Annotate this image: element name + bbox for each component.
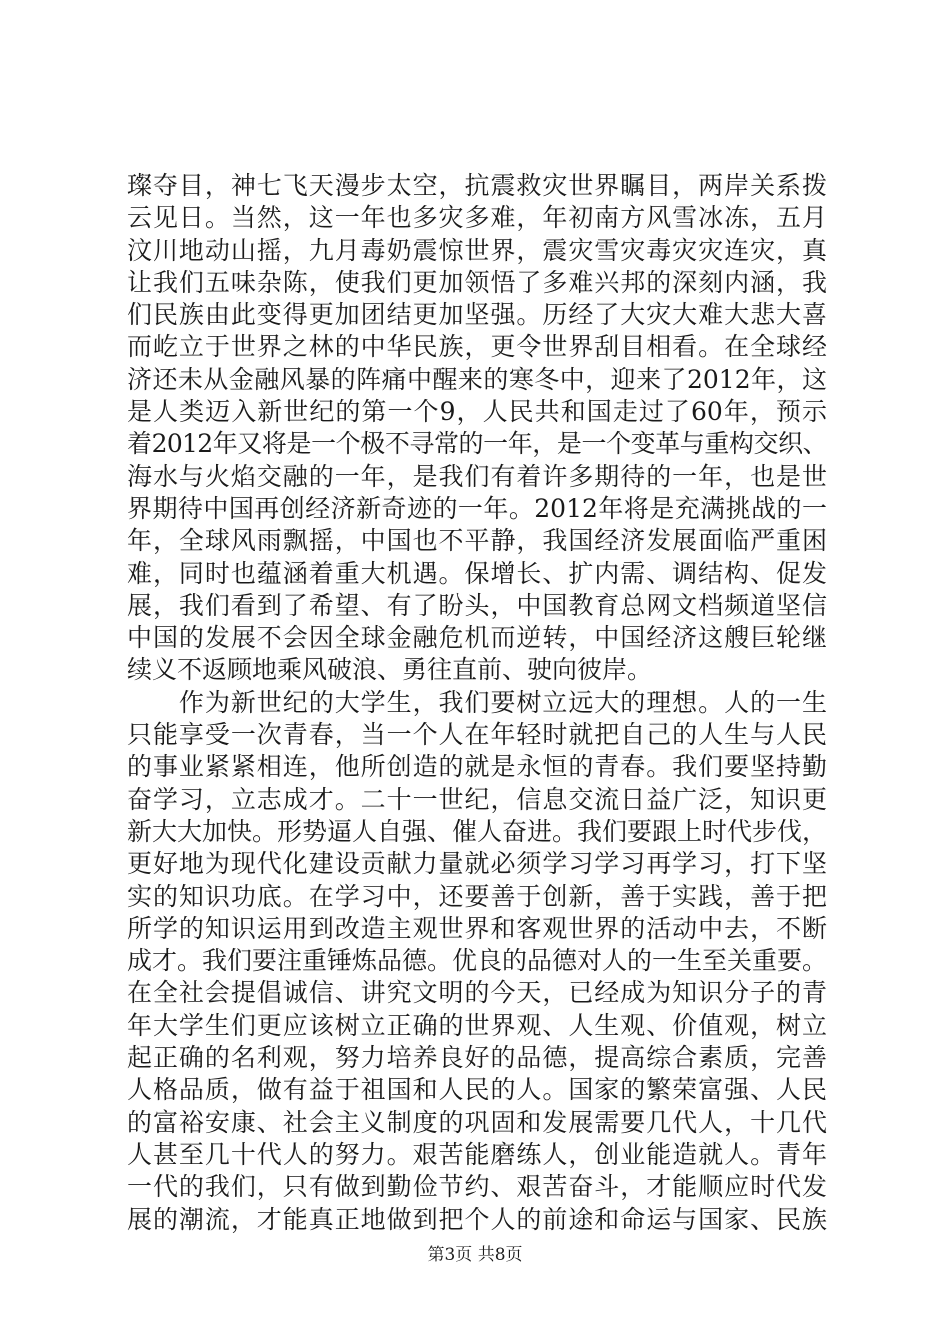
text-line: 一代的我们，只有做到勤俭节约、艰苦奋斗，才能顺应时代发 xyxy=(127,1172,827,1202)
text-line: 而屹立于世界之林的中华民族，更令世界刮目相看。在全球经 xyxy=(127,332,827,362)
text-line: 在全社会提倡诚信、讲究文明的今天，已经成为知识分子的青 xyxy=(127,978,827,1008)
text-line: 汶川地动山摇，九月毒奶震惊世界，震灾雪灾毒灾灾连灾，真 xyxy=(127,235,827,265)
text-line: 璨夺目，神七飞天漫步太空，抗震救灾世界瞩目，两岸关系拨 xyxy=(127,171,827,200)
text-line: 起正确的名利观，努力培养良好的品德，提高综合素质，完善 xyxy=(127,1043,827,1073)
text-line: 人格品质，做有益于祖国和人民的人。国家的繁荣富强、人民 xyxy=(127,1075,827,1105)
page-number-label: 第3页 共8页 xyxy=(427,1245,523,1265)
paragraph-1 xyxy=(127,170,827,687)
text-line: 着2012年又将是一个极不寻常的一年，是一个变革与重构交织、 xyxy=(127,429,827,459)
text-line: 云见日。当然，这一年也多灾多难，年初南方风雪冰冻，五月 xyxy=(127,203,827,233)
text-line: 人甚至几十代人的努力。艰苦能磨练人，创业能造就人。青年 xyxy=(127,1139,827,1169)
text-line: 成才。我们要注重锤炼品德。优良的品德对人的一生至关重要。 xyxy=(127,946,827,976)
text-line: 实的知识功底。在学习中，还要善于创新，善于实践，善于把 xyxy=(127,881,827,911)
page-footer xyxy=(0,1244,950,1266)
text-line: 济还未从金融风暴的阵痛中醒来的寒冬中，迎来了2012年，这 xyxy=(127,364,827,394)
paragraph-2 xyxy=(127,687,827,1236)
text-line: 是人类迈入新世纪的第一个9，人民共和国走过了60年，预示 xyxy=(127,397,827,427)
text-line: 作为新世纪的大学生，我们要树立远大的理想。人的一生 xyxy=(127,687,827,717)
text-line: 新大大加快。形势逼人自强、催人奋进。我们要跟上时代步伐， xyxy=(127,816,827,846)
text-line: 界期待中国再创经济新奇迹的一年。2012年将是充满挑战的一 xyxy=(127,493,827,523)
text-line: 中国的发展不会因全球金融危机而逆转，中国经济这艘巨轮继 xyxy=(127,623,827,653)
text-line: 们民族由此变得更加团结更加坚强。历经了大灾大难大悲大喜 xyxy=(127,300,827,330)
document-body xyxy=(127,170,827,1236)
text-line: 展的潮流，才能真正地做到把个人的前途和命运与国家、民族 xyxy=(127,1204,827,1234)
text-line: 年大学生们更应该树立正确的世界观、人生观、价值观，树立 xyxy=(127,1010,827,1040)
text-line: 所学的知识运用到改造主观世界和客观世界的活动中去，不断 xyxy=(127,913,827,943)
text-line: 的事业紧紧相连，他所创造的就是永恒的青春。我们要坚持勤 xyxy=(127,752,827,782)
text-line: 奋学习，立志成才。二十一世纪，信息交流日益广泛，知识更 xyxy=(127,784,827,814)
text-line: 更好地为现代化建设贡献力量就必须学习学习再学习，打下坚 xyxy=(127,849,827,879)
text-line: 的富裕安康、社会主义制度的巩固和发展需要几代人，十几代 xyxy=(127,1107,827,1137)
text-line: 年，全球风雨飘摇，中国也不平静，我国经济发展面临严重困 xyxy=(127,526,827,556)
text-line: 让我们五味杂陈，使我们更加领悟了多难兴邦的深刻内涵，我 xyxy=(127,267,827,297)
text-line: 海水与火焰交融的一年，是我们有着许多期待的一年，也是世 xyxy=(127,461,827,491)
text-line: 续义不返顾地乘风破浪、勇往直前、驶向彼岸。 xyxy=(127,655,653,685)
text-line: 难，同时也蕴涵着重大机遇。保增长、扩内需、调结构、促发 xyxy=(127,558,827,588)
text-line: 展，我们看到了希望、有了盼头，中国教育总网文档频道坚信 xyxy=(127,590,827,620)
text-line: 只能享受一次青春，当一个人在年轻时就把自己的人生与人民 xyxy=(127,720,827,750)
